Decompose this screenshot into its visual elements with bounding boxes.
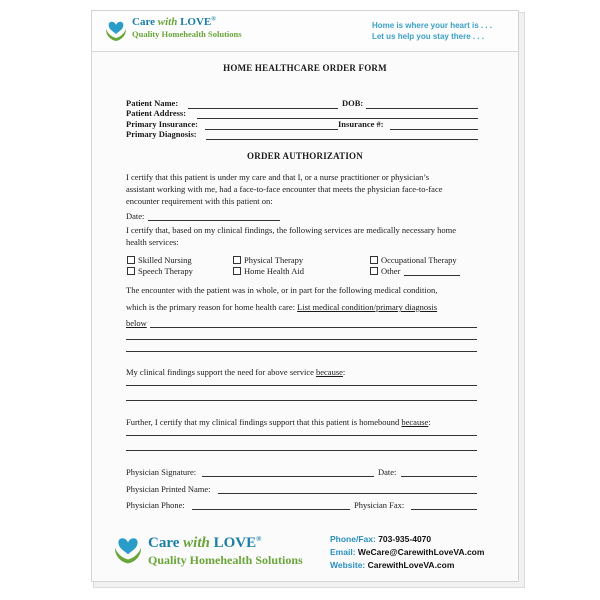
physician-signature-input[interactable] [202, 476, 374, 477]
physician-fax-input[interactable] [411, 509, 477, 510]
home-health-aid-label: Home Health Aid [244, 266, 304, 276]
physician-signature-label: Physician Signature: [126, 467, 197, 477]
physical-therapy-checkbox[interactable] [233, 256, 241, 264]
heart-hands-logo-icon [104, 17, 128, 43]
skilled-nursing-checkbox[interactable] [127, 256, 135, 264]
occupational-therapy-checkbox[interactable] [370, 256, 378, 264]
primary-diagnosis-input[interactable] [206, 139, 478, 140]
header-brand [132, 16, 242, 39]
findings-line-2[interactable] [126, 400, 477, 401]
other-checkbox[interactable] [370, 267, 378, 275]
occupational-therapy-label: Occupational Therapy [381, 255, 457, 265]
certify-text-line-3: encounter requirement with this patient on: [126, 196, 273, 206]
dob-input[interactable] [366, 108, 478, 109]
skilled-nursing-label: Skilled Nursing [138, 255, 192, 265]
footer-brand [148, 535, 303, 568]
findings-line-1[interactable] [126, 385, 477, 386]
other-label: Other [381, 266, 401, 276]
physical-therapy-label: Physical Therapy [244, 255, 304, 265]
certify-text-line-1: I certify that this patient is under my care and that I, or a nurse practitioner or physician’s [126, 172, 430, 182]
condition-line-1[interactable] [150, 327, 477, 328]
homebound-line-2[interactable] [126, 450, 477, 451]
header-brand-name: Care with LOVE® [132, 16, 216, 28]
footer-phone: Phone/Fax: 703-935-4070 [330, 534, 432, 544]
encounter-date-input[interactable] [148, 220, 280, 221]
physician-printed-name-label: Physician Printed Name: [126, 484, 211, 494]
footer-heart-hands-logo-icon [112, 532, 144, 566]
physician-phone-input[interactable] [192, 509, 350, 510]
header-tagline [372, 20, 492, 42]
services-text-line-2: health services: [126, 237, 179, 247]
services-text-line-1: I certify that, based on my clinical findings, the following services are medically necessary home [126, 225, 456, 235]
encounter-text-line-1: The encounter with the patient was in whole, or in part for the following medical condition, [126, 285, 438, 295]
speech-therapy-checkbox[interactable] [127, 267, 135, 275]
primary-insurance-input[interactable] [205, 129, 338, 130]
footer-brand-name: Care with LOVE® [148, 535, 262, 551]
home-health-aid-checkbox[interactable] [233, 267, 241, 275]
tagline-line-1: Home is where your heart is . . . [371, 21, 492, 30]
encounter-text-line-2: which is the primary reason for home health care: List medical condition/primary diagnosis [126, 302, 438, 312]
physician-printed-name-input[interactable] [218, 493, 477, 494]
footer-brand-subtitle: Quality Homehealth Solutions [148, 553, 303, 567]
speech-therapy-label: Speech Therapy [138, 266, 193, 276]
primary-diagnosis-label: Primary Diagnosis: [126, 129, 197, 139]
order-authorization-title: ORDER AUTHORIZATION [247, 151, 363, 161]
condition-line-2[interactable] [126, 339, 477, 340]
insurance-number-label: Insurance #: [338, 119, 384, 129]
tagline-line-2: Let us help you stay there . . . [371, 32, 484, 41]
primary-insurance-label: Primary Insurance: [126, 119, 199, 129]
homebound-text: Further, I certify that my clinical findings support that this patient is homebound because: [126, 417, 431, 427]
other-service-input[interactable] [404, 275, 460, 276]
physician-phone-label: Physician Phone: [126, 500, 185, 510]
patient-name-label: Patient Name: [126, 98, 179, 108]
findings-text: My clinical findings support the need for above service because: [126, 367, 346, 377]
signature-date-input[interactable] [401, 476, 477, 477]
condition-line-3[interactable] [126, 351, 477, 352]
patient-name-input[interactable] [188, 108, 338, 109]
encounter-text-line-3: below [126, 318, 147, 328]
form-title: HOME HEALTHCARE ORDER FORM [223, 63, 387, 73]
footer-website: Website: CarewithLoveVA.com [330, 560, 455, 570]
physician-fax-label: Physician Fax: [354, 500, 405, 510]
header-brand-subtitle: Quality Homehealth Solutions [132, 29, 242, 39]
dob-label: DOB: [342, 98, 364, 108]
insurance-number-input[interactable] [390, 129, 478, 130]
encounter-date-label: Date: [126, 211, 145, 221]
order-form-sheet [91, 10, 519, 582]
certify-text-line-2: assistant working with me, had a face-to-face encounter that meets the physician face-to-face [126, 184, 443, 194]
header-bar [92, 11, 518, 52]
footer-email: Email: WeCare@CarewithLoveVA.com [330, 547, 485, 557]
patient-address-label: Patient Address: [126, 108, 187, 118]
signature-date-label: Date: [378, 467, 397, 477]
homebound-line-1[interactable] [126, 435, 477, 436]
